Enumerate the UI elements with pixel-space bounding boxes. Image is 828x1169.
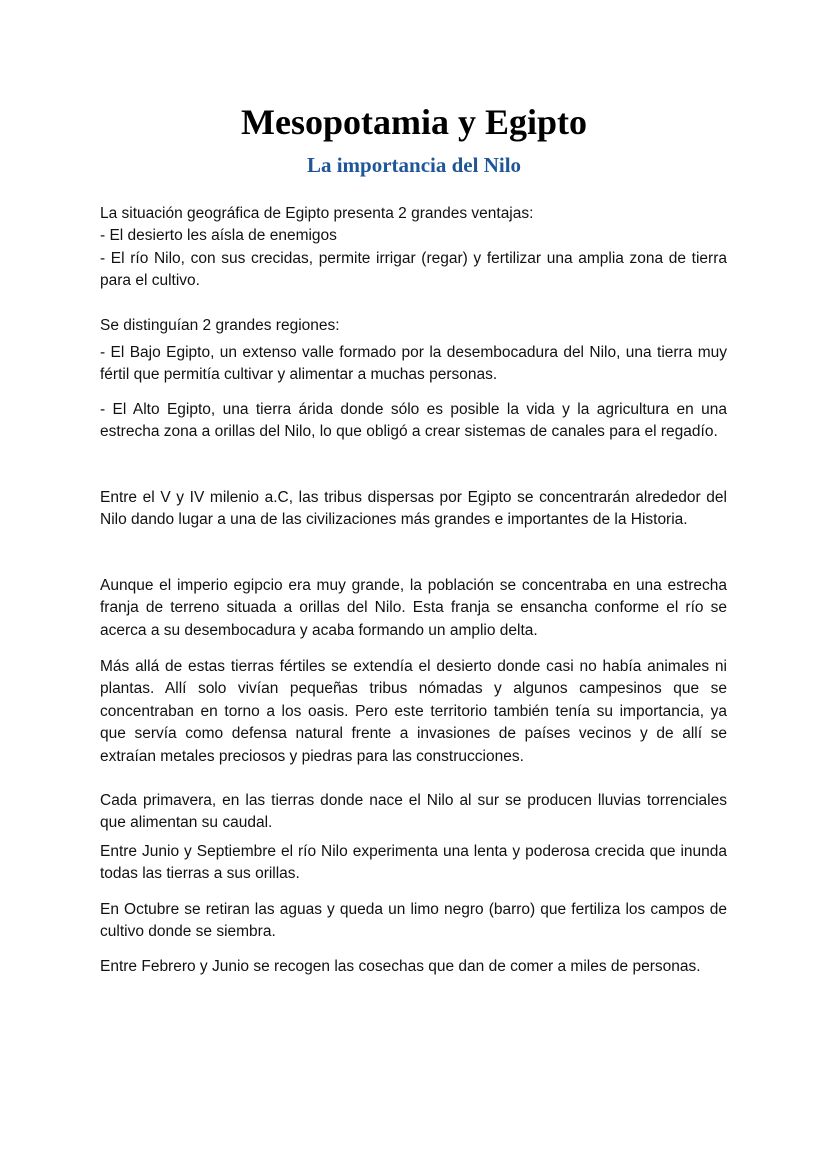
paragraph-bajo-egipto [100, 342, 727, 387]
paragraph-line: La situación geográfica de Egipto presenta 2 grandes ventajas: [100, 205, 534, 222]
paragraph-alto-egipto [100, 399, 727, 444]
paragraph-regiones [100, 315, 727, 337]
paragraph-line: Aunque el imperio egipcio era muy grande, la población se concentraba en una estrecha franja de terreno situada a orillas del Nilo. Esta franja se ensancha conforme el río se acerca a su desembocadura y acaba formando un amplio delta. [100, 577, 727, 639]
page-subtitle: La importancia del Nilo [306, 153, 522, 177]
paragraph-line: Entre el V y IV milenio a.C, las tribus dispersas por Egipto se concentrarán alrededor del Nilo dando lugar a una de las civilizaciones más grandes e importantes de la Historia. [100, 489, 727, 529]
paragraph-desierto [100, 656, 727, 768]
paragraph-line: Se distinguían 2 grandes regiones: [100, 317, 340, 334]
paragraph-line: Entre Febrero y Junio se recogen las cosechas que dan de comer a miles de personas. [100, 958, 701, 975]
paragraph-line: Entre Junio y Septiembre el río Nilo experimenta una lenta y poderosa crecida que inunda todas las tierras a sus orillas. [100, 843, 727, 883]
paragraph-line: - El Alto Egipto, una tierra árida donde sólo es posible la vida y la agricultura en una estrecha zona a orillas del Nilo, lo que obligó a crear sistemas de canales para el regadío. [100, 401, 727, 441]
paragraph-imperio [100, 575, 727, 642]
paragraph-milenio [100, 487, 727, 532]
paragraph-line: - El río Nilo, con sus crecidas, permite irrigar (regar) y fertilizar una amplia zona de tierra para el cultivo. [100, 249, 727, 290]
paragraph-crecida [100, 841, 727, 886]
paragraph-line: Cada primavera, en las tierras donde nace el Nilo al sur se producen lluvias torrenciales que alimentan su caudal. [100, 792, 727, 832]
paragraph-primavera [100, 790, 727, 835]
paragraph-ventajas [100, 203, 727, 293]
paragraph-line: En Octubre se retiran las aguas y queda un limo negro (barro) que fertiliza los campos de cultivo donde se siembra. [100, 901, 727, 941]
paragraph-line: - El desierto les aísla de enemigos [100, 227, 337, 245]
paragraph-cosechas [100, 956, 727, 978]
paragraph-line: Más allá de estas tierras fértiles se extendía el desierto donde casi no había animales ni plantas. Allí solo vivían pequeñas tribus nómadas y algunos campesinos que se concentraban en torno a los oasis. Pero este territorio también tenía su importancia, ya que servía como defensa natural frente a invasiones de países vecinos y de allí se extraían metales preciosos y piedras para las construcciones. [100, 658, 727, 765]
paragraph-octubre [100, 899, 727, 944]
page-title: Mesopotamia y Egipto [241, 102, 587, 142]
paragraph-line: - El Bajo Egipto, un extenso valle formado por la desembocadura del Nilo, una tierra muy fértil que permitía cultivar y alimentar a muchas personas. [100, 344, 727, 384]
